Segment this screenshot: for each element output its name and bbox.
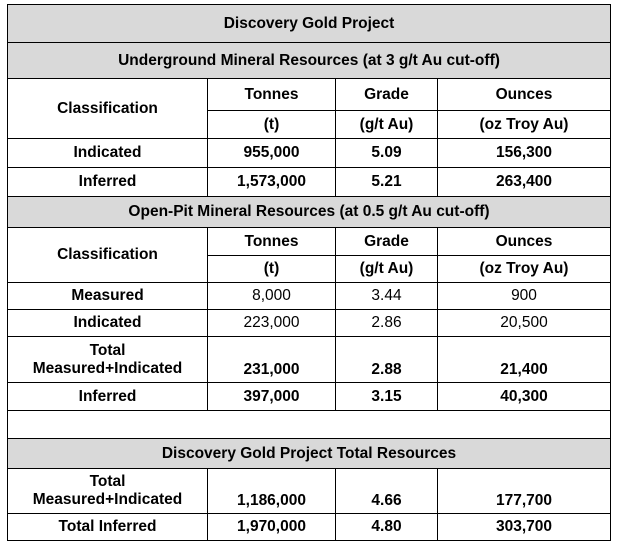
- resources-table: [7, 4, 611, 541]
- row-label-line1: Total: [89, 473, 126, 490]
- row-label-line2: Measured+Indicated: [32, 491, 183, 508]
- ug-ounces-unit: (oz Troy Au): [438, 111, 611, 139]
- ug-grade-header: Grade: [336, 79, 438, 111]
- ug-classification-header: Classification: [8, 79, 208, 139]
- row-tonnes: 955,000: [208, 139, 336, 168]
- table-row: [8, 469, 611, 514]
- op-ounces-unit: (oz Troy Au): [438, 256, 611, 283]
- row-ounces: 20,500: [438, 310, 611, 337]
- row-grade: 2.86: [336, 310, 438, 337]
- table-row: [8, 383, 611, 411]
- total-heading: Discovery Gold Project Total Resources: [8, 439, 611, 469]
- row-tonnes: 223,000: [208, 310, 336, 337]
- row-label: Inferred: [8, 383, 208, 411]
- row-grade: 3.44: [336, 283, 438, 310]
- openpit-heading: Open-Pit Mineral Resources (at 0.5 g/t Au cut-off): [8, 197, 611, 228]
- table-row: [8, 283, 611, 310]
- row-tonnes: 397,000: [208, 383, 336, 411]
- row-label-line1: Total: [89, 341, 126, 359]
- ug-grade-unit: (g/t Au): [336, 111, 438, 139]
- table-row: [8, 139, 611, 168]
- row-ounces: 40,300: [438, 383, 611, 411]
- op-ounces-header: Ounces: [438, 228, 611, 256]
- row-tonnes: 1,970,000: [208, 514, 336, 541]
- spacer-row: [8, 411, 611, 439]
- row-ounces: 21,400: [438, 337, 611, 383]
- ug-ounces-header: Ounces: [438, 79, 611, 111]
- row-ounces: 156,300: [438, 139, 611, 168]
- row-grade: 5.09: [336, 139, 438, 168]
- table-row: [8, 337, 611, 383]
- row-label: Inferred: [8, 168, 208, 197]
- table-title: Discovery Gold Project: [8, 5, 611, 43]
- row-grade: 2.88: [336, 337, 438, 383]
- row-label: Measured: [8, 283, 208, 310]
- table-row: [8, 168, 611, 197]
- row-ounces: 177,700: [438, 469, 611, 514]
- row-label: [8, 337, 208, 383]
- row-grade: 4.66: [336, 469, 438, 514]
- row-grade: 5.21: [336, 168, 438, 197]
- row-ounces: 900: [438, 283, 611, 310]
- ug-tonnes-header: Tonnes: [208, 79, 336, 111]
- row-grade: 3.15: [336, 383, 438, 411]
- underground-heading: Underground Mineral Resources (at 3 g/t Au cut-off): [8, 43, 611, 79]
- row-label: Total Inferred: [8, 514, 208, 541]
- row-label-line2: Measured+Indicated: [32, 359, 183, 377]
- row-label: [8, 469, 208, 514]
- ug-tonnes-unit: (t): [208, 111, 336, 139]
- row-tonnes: 8,000: [208, 283, 336, 310]
- row-tonnes: 1,186,000: [208, 469, 336, 514]
- row-tonnes: 1,573,000: [208, 168, 336, 197]
- row-tonnes: 231,000: [208, 337, 336, 383]
- row-grade: 4.80: [336, 514, 438, 541]
- op-grade-header: Grade: [336, 228, 438, 256]
- op-tonnes-unit: (t): [208, 256, 336, 283]
- row-label: Indicated: [8, 310, 208, 337]
- row-ounces: 303,700: [438, 514, 611, 541]
- op-grade-unit: (g/t Au): [336, 256, 438, 283]
- op-tonnes-header: Tonnes: [208, 228, 336, 256]
- table-row: [8, 310, 611, 337]
- row-label: Indicated: [8, 139, 208, 168]
- row-ounces: 263,400: [438, 168, 611, 197]
- table-row: [8, 514, 611, 541]
- op-classification-header: Classification: [8, 228, 208, 283]
